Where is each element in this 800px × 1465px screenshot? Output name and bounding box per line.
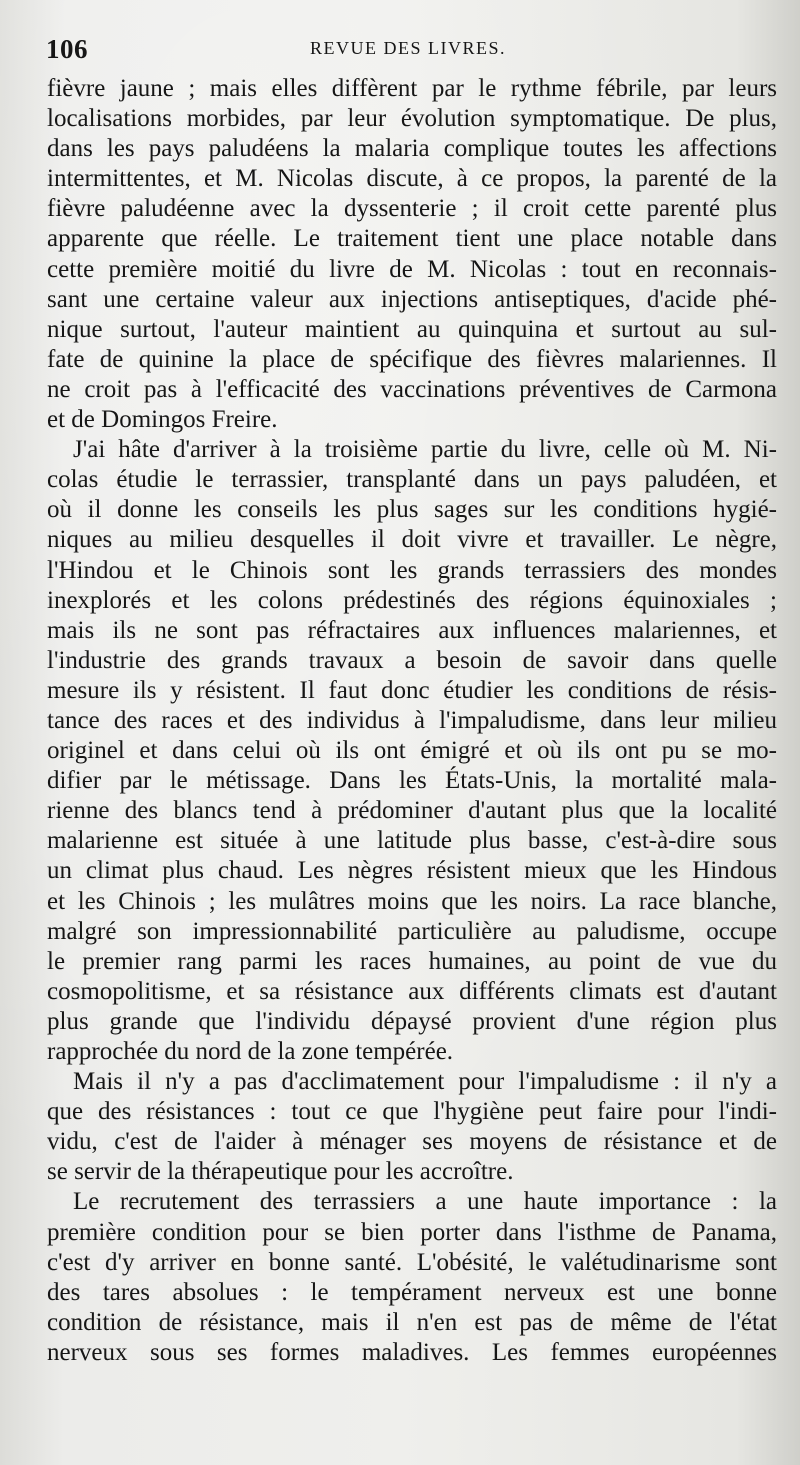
text-line: J'ai hâte d'arriver à la troisième partie du livre, celle où M. Ni- — [73, 436, 777, 464]
text-line: condition de résistance, mais il n'en est pas de même de l'état — [47, 1308, 777, 1336]
text-line: où il donne les conseils les plus sages sur les conditions hygié- — [47, 496, 777, 524]
text-line: difier par le métissage. Dans les États-Unis, la mortalité mala- — [47, 767, 777, 795]
text-line: cette première moitié du livre de M. Nicolas : tout en reconnais- — [47, 255, 777, 283]
text-line: malarienne est située à une latitude plus basse, c'est-à-dire sous — [47, 827, 777, 855]
text-line: l'industrie des grands travaux a besoin de savoir dans quelle — [47, 646, 777, 674]
text-line: intermittentes, et M. Nicolas discute, à ce propos, la parenté de la — [47, 165, 777, 193]
text-line: tance des races et des individus à l'impaludisme, dans leur milieu — [47, 706, 777, 734]
text-line: première condition pour se bien porter dans l'isthme de Panama, — [47, 1218, 777, 1246]
text-line: et les Chinois ; les mulâtres moins que les noirs. La race blanche, — [47, 887, 777, 915]
page-number: 106 — [46, 34, 88, 64]
text-line: sant une certaine valeur aux injections antiseptiques, d'acide phé- — [47, 285, 777, 313]
body-text — [47, 74, 777, 1368]
text-line: colas étudie le terrassier, transplanté dans un pays paludéen, et — [47, 466, 777, 494]
text-line: un climat plus chaud. Les nègres résistent mieux que les Hindous — [47, 857, 777, 885]
text-line: cosmopolitisme, et sa résistance aux différents climats est d'autant — [47, 977, 777, 1005]
page-header — [46, 34, 760, 64]
text-line: ne croit pas à l'efficacité des vaccinations préventives de Carmona — [47, 375, 777, 403]
text-line: vidu, c'est de l'aider à ménager ses moyens de résistance et de — [47, 1128, 777, 1156]
text-line: originel et dans celui où ils ont émigré et où ils ont pu se mo- — [47, 737, 777, 765]
text-line: apparente que réelle. Le traitement tient une place notable dans — [47, 225, 777, 253]
text-line: Le recrutement des terrassiers a une haute importance : la — [73, 1188, 777, 1216]
text-line: fièvre jaune ; mais elles diffèrent par le rythme fébrile, par leurs — [47, 75, 777, 102]
text-line: nique surtout, l'auteur maintient au quinquina et surtout au sul- — [47, 315, 777, 343]
text-line: fièvre paludéenne avec la dyssenterie ; il croit cette parenté plus — [47, 195, 777, 223]
text-line: l'Hindou et le Chinois sont les grands terrassiers des mondes — [47, 556, 777, 584]
text-line: des tares absolues : le tempérament nerveux est une bonne — [47, 1278, 777, 1306]
text-line: mesure ils y résistent. Il faut donc étudier les conditions de résis- — [47, 676, 777, 704]
text-line: se servir de la thérapeutique pour les accroître. — [47, 1158, 514, 1186]
text-line: nerveux sous ses formes maladives. Les femmes européennes — [47, 1338, 777, 1366]
text-line: le premier rang parmi les races humaines, au point de vue du — [47, 947, 777, 975]
text-line: et de Domingos Freire. — [47, 406, 278, 434]
text-line: localisations morbides, par leur évolution symptomatique. De plus, — [47, 105, 777, 133]
text-line: que des résistances : tout ce que l'hygiène peut faire pour l'indi- — [47, 1098, 777, 1126]
text-line: mais ils ne sont pas réfractaires aux influences malariennes, et — [47, 616, 777, 644]
text-line: niques au milieu desquelles il doit vivre et travailler. Le nègre, — [47, 526, 777, 554]
text-line: rapprochée du nord de la zone tempérée. — [47, 1038, 454, 1065]
text-line: rienne des blancs tend à prédominer d'autant plus que la localité — [47, 797, 777, 825]
text-line: fate de quinine la place de spécifique des fièvres malariennes. Il — [47, 345, 777, 373]
text-line: dans les pays paludéens la malaria complique toutes les affections — [47, 135, 777, 163]
text-line: c'est d'y arriver en bonne santé. L'obésité, le valétudinarisme sont — [47, 1248, 777, 1276]
text-line: Mais il n'y a pas d'acclimatement pour l'impaludisme : il n'y a — [73, 1068, 777, 1096]
text-line: plus grande que l'individu dépaysé provient d'une région plus — [47, 1007, 777, 1035]
running-title: REVUE DES LIVRES. — [310, 38, 506, 58]
text-line: malgré son impressionnabilité particulière au paludisme, occupe — [47, 917, 777, 945]
text-line: inexplorés et les colons prédestinés des régions équinoxiales ; — [47, 586, 777, 614]
